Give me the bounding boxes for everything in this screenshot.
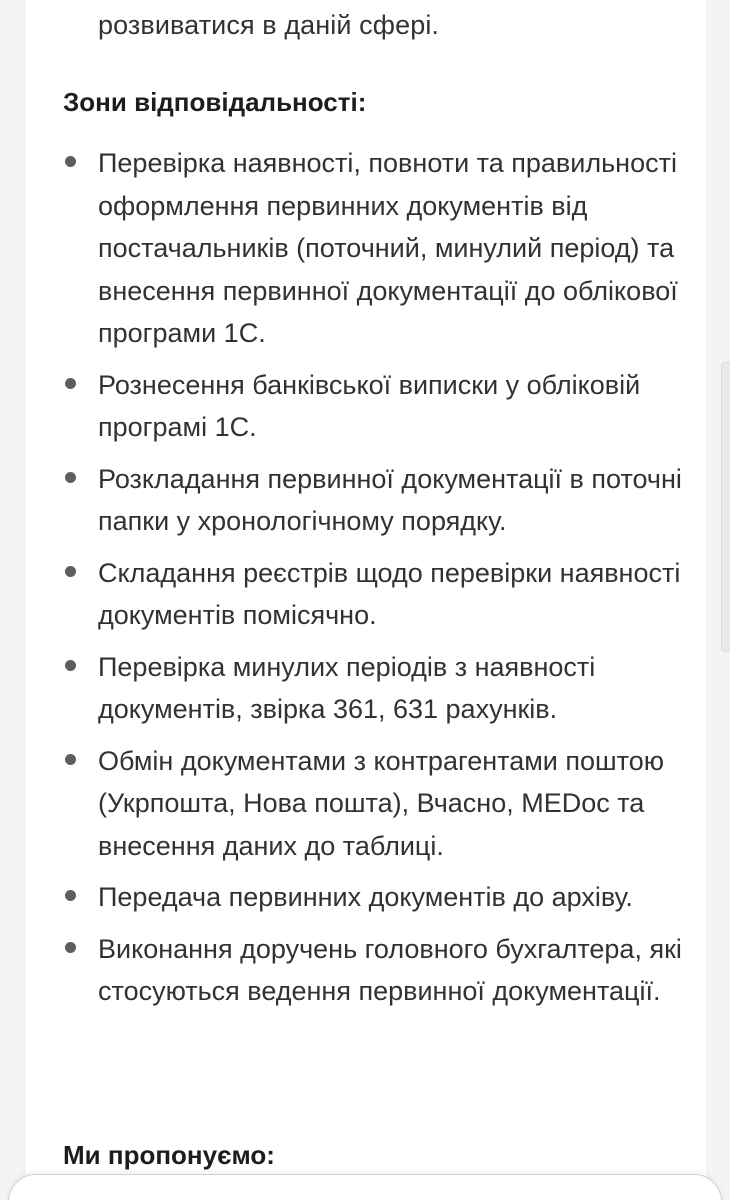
list-item <box>26 364 706 449</box>
bullet-dot-icon <box>65 660 76 671</box>
list-item <box>26 142 706 355</box>
list-item-text: Перевірка минулих періодів з наявності документів, звірка 361, 631 рахунків. <box>98 651 596 724</box>
list-item <box>26 928 706 1013</box>
list-item-text: Складання реєстрів щодо перевірки наявності документів помісячно. <box>98 557 681 630</box>
bullet-dot-icon <box>65 566 76 577</box>
responsibilities-heading: Зони відповідальності: <box>63 87 367 117</box>
list-item-text: Перевірка наявності, повноти та правильності оформлення первинних документів від постачальників (поточний, минулий період) та внесення первинної документації до облікової програми 1С. <box>98 148 678 348</box>
bottom-sheet-handle[interactable] <box>8 1174 722 1200</box>
bullet-dot-icon <box>65 890 76 901</box>
responsibilities-list <box>26 142 706 1022</box>
list-item-text: Передача первинних документів до архіву. <box>98 882 633 912</box>
bullet-dot-icon <box>65 156 76 167</box>
intro-paragraph-tail: розвиватися в даній сфері. <box>98 10 440 40</box>
bullet-dot-icon <box>65 378 76 389</box>
list-item <box>26 552 706 637</box>
list-item <box>26 458 706 543</box>
bullet-dot-icon <box>65 942 76 953</box>
bullet-dot-icon <box>65 472 76 483</box>
scrollbar-thumb[interactable] <box>721 362 730 652</box>
list-item <box>26 646 706 731</box>
list-item-text: Розкладання первинної документації в поточні папки у хронологічному порядку. <box>98 463 682 536</box>
list-item <box>26 740 706 868</box>
list-item-text: Обмін документами з контрагентами поштою (Укрпошта, Нова пошта), Вчасно, MEDoc та внесення даних до таблиці. <box>98 745 664 861</box>
offer-heading: Ми пропонуємо: <box>63 1140 275 1170</box>
list-item <box>26 876 706 919</box>
vacancy-description-card <box>26 0 706 1200</box>
list-item-text: Рознесення банківської виписки у обліковій програмі 1С. <box>98 369 641 442</box>
list-item-text: Виконання доручень головного бухгалтера, які стосуються ведення первинної документації. <box>98 933 682 1006</box>
bullet-dot-icon <box>65 754 76 765</box>
